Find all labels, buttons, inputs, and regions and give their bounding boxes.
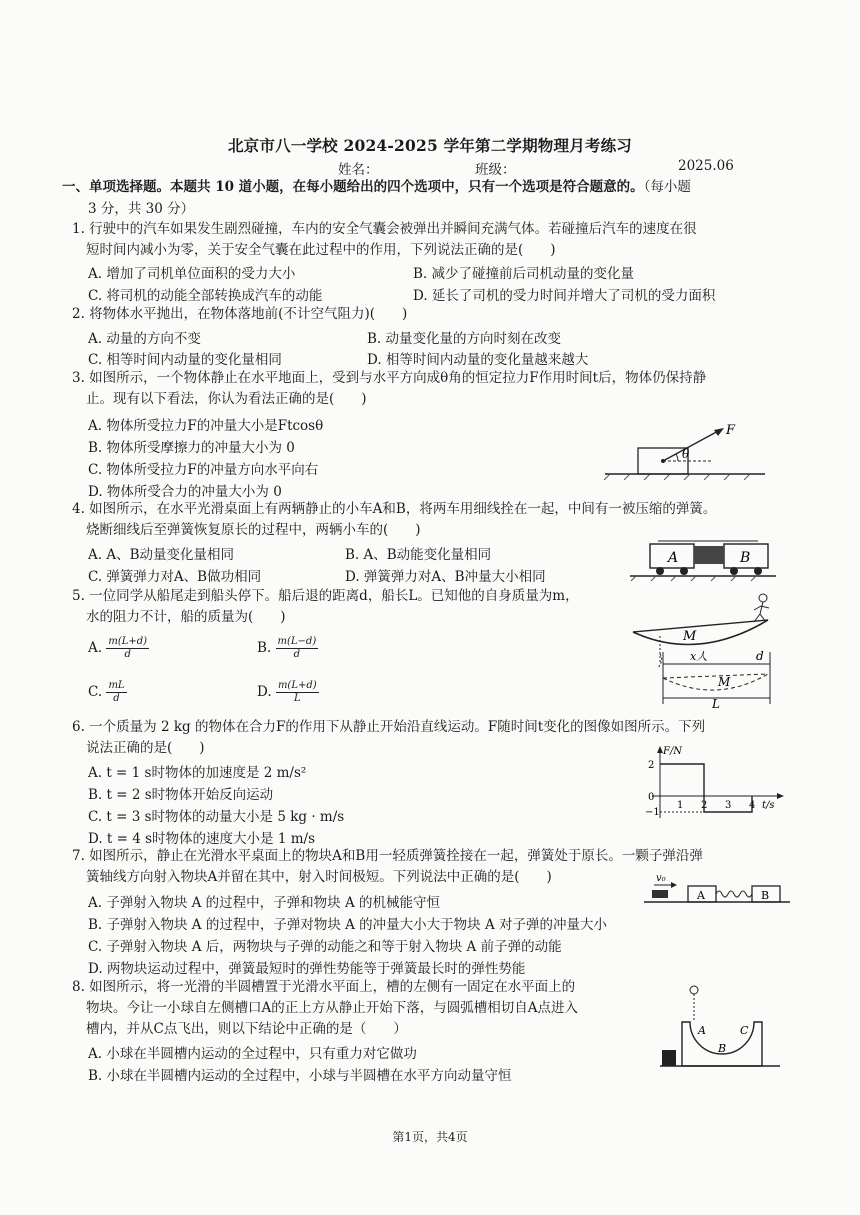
question-stem: 4. 如图所示，在水平光滑桌面上有两辆静止的小车A和B，将两车用细线拴在一起，中间有一被压缩的弹簧。 xyxy=(72,501,717,517)
carts-spring-figure xyxy=(628,532,778,582)
section-heading xyxy=(62,176,802,220)
option-a: A. 子弹射入物块 A 的过程中，子弹和物块 A 的机械能守恒 xyxy=(88,895,440,911)
exam-date: 2025.06 xyxy=(678,158,734,174)
option-c: C. 弹簧弹力对A、B做功相同 xyxy=(88,569,262,585)
fraction xyxy=(106,680,126,705)
question-stem: 5. 一位同学从船尾走到船头停下。船后退的距离d，船长L。已知他的自身质量为m， xyxy=(72,588,579,604)
question-stem: 7. 如图所示，静止在光滑水平桌面上的物块A和B用一轻质弹簧拴接在一起，弹簧处于原长。一颗子弹沿弹 xyxy=(72,848,703,864)
denominator: d xyxy=(124,649,131,660)
ground-hatch xyxy=(604,474,750,480)
half-groove-figure xyxy=(660,982,780,1072)
question-stem: 1. 行驶中的汽车如果发生剧烈碰撞，车内的安全气囊会被弹出并瞬间充满气体。若碰撞后汽车的速度在很 xyxy=(72,221,697,237)
fixed-block xyxy=(662,1050,676,1066)
option-c: C. 物体所受拉力F的冲量方向水平向右 xyxy=(88,462,319,478)
x-axis-label: t/s xyxy=(762,800,775,811)
option-b: B. 动量变化量的方向时刻在改变 xyxy=(367,331,562,347)
option-label: C. xyxy=(88,684,103,700)
point-a-label: A xyxy=(698,1024,706,1037)
question-stem: 说法正确的是( ) xyxy=(86,740,205,756)
y-axis-label: F/N xyxy=(663,746,683,757)
option-d: D. 两物块运动过程中，弹簧最短时的弹性势能等于弹簧最长时的弹性势能 xyxy=(88,961,526,977)
denominator: d xyxy=(113,693,120,704)
y-tick-label: 2 xyxy=(648,760,655,771)
question-stem: 8. 如图所示，将一光滑的半圆槽置于光滑水平面上，槽的左侧有一固定在水平面上的 xyxy=(72,979,576,995)
force-label: F xyxy=(726,423,736,438)
name-label: 姓名： xyxy=(338,162,379,178)
boat-mass-label: M xyxy=(683,629,697,644)
option-d: D. 弹簧弹力对A、B冲量大小相同 xyxy=(345,569,546,585)
option-a: A. 物体所受拉力F的冲量大小是Ftcosθ xyxy=(88,418,324,434)
block-b-label: B xyxy=(761,889,770,902)
question-stem: 簧轴线方向射入物块A并留在其中，射入时间极短。下列说法中正确的是( ) xyxy=(86,869,552,885)
x-tick-label: 2 xyxy=(701,800,708,811)
question-stem: 2. 将物体水平抛出，在物体落地前(不计空气阻力)( ) xyxy=(72,306,408,322)
score-note: （每小题 xyxy=(643,179,691,195)
option-c: C. 相等时间内动量的变化量相同 xyxy=(88,352,282,368)
fraction xyxy=(276,680,319,705)
x-tick-label: 4 xyxy=(749,800,756,811)
question-stem: 物块。今让一小球自左侧槽口A的正上方从静止开始下落，与圆弧槽相切自A点进入 xyxy=(86,1000,578,1016)
y-tick-label: −1 xyxy=(645,807,660,818)
y-tick-label: 0 xyxy=(648,792,655,803)
arrow-head xyxy=(714,428,724,436)
option-d: D. 相等时间内动量的变化量越来越大 xyxy=(367,352,589,368)
wheel xyxy=(754,567,762,575)
boat-person-figure xyxy=(628,592,798,710)
numerator: m(L−d) xyxy=(277,636,317,647)
question-stem: 6. 一个质量为 2 kg 的物体在合力F的作用下从静止开始沿直线运动。F随时间t变化的图像如图所示。下列 xyxy=(72,719,706,735)
boat-moved-deck xyxy=(663,674,768,678)
question-stem: 止。现有以下看法，你认为看法正确的是( ) xyxy=(86,391,367,407)
option-label: B. xyxy=(257,640,272,656)
option-b: B. t = 2 s时物体开始反向运动 xyxy=(88,787,274,803)
question-stem: 烧断细线后至弹簧恢复原长的过程中，两辆小车的( ) xyxy=(86,522,421,538)
person-body xyxy=(754,602,769,622)
f-t-graph xyxy=(640,744,790,824)
L-label: L xyxy=(712,697,720,710)
option-label: D. xyxy=(257,684,272,700)
boat-hull xyxy=(633,620,768,645)
option-b: B. 物体所受摩擦力的冲量大小为 0 xyxy=(88,440,295,456)
option-b: B. 子弹射入物块 A 的过程中，子弹对物块 A 的冲量大小大于物块 A 对子弹的冲量大小 xyxy=(88,917,607,933)
option-c: C. 子弹射入物块 A 后，两物块与子弹的动能之和等于射入物块 A 前子弹的动能 xyxy=(88,939,562,955)
v0-label: v₀ xyxy=(656,873,666,884)
score-note-2: 3 分，共 30 分） xyxy=(88,201,195,217)
option-a: A. 小球在半圆槽内运动的全过程中，只有重力对它做功 xyxy=(88,1046,417,1062)
question-stem: 短时间内减小为零，关于安全气囊在此过程中的作用，下列说法正确的是( ) xyxy=(86,242,556,258)
option-label: A. xyxy=(88,640,103,656)
question-2 xyxy=(72,304,772,325)
numerator: m(L+d) xyxy=(277,680,317,691)
force-block-figure xyxy=(600,418,770,480)
option-b: B. 小球在半圆槽内运动的全过程中，小球与半圆槽在水平方向动量守恒 xyxy=(88,1068,512,1084)
option-c: C. 将司机的动能全部转换成汽车的动能 xyxy=(88,288,323,304)
option-d: D. 延长了司机的受力时间并增大了司机的受力面积 xyxy=(413,288,716,304)
option-d: D. t = 4 s时物体的速度大小是 1 m/s xyxy=(88,831,316,847)
page-title: 北京市八一学校 2024-2025 学年第二学期物理月考练习 xyxy=(227,136,632,155)
wheel xyxy=(730,567,738,575)
spring xyxy=(716,891,752,897)
fraction xyxy=(276,636,319,661)
option-c: C. t = 3 s时物体的动量大小是 5 kg · m/s xyxy=(88,809,345,825)
option-c xyxy=(88,680,127,705)
option-a: A. A、B动量变化量相同 xyxy=(88,547,235,563)
cart-a-label: A xyxy=(668,550,679,566)
force-arrow xyxy=(663,430,720,461)
option-b xyxy=(257,636,318,661)
block-a-label: A xyxy=(697,889,705,902)
option-b: B. A、B动能变化量相同 xyxy=(345,547,492,563)
denominator: L xyxy=(293,693,301,704)
x-tick-label: 3 xyxy=(725,800,732,811)
compressed-spring xyxy=(694,546,724,564)
numerator: mL xyxy=(108,680,125,691)
ball xyxy=(690,986,698,994)
question-3 xyxy=(72,368,772,410)
bullet xyxy=(652,890,668,898)
person-head xyxy=(759,594,767,602)
wheel xyxy=(680,567,688,575)
bullet-spring-figure xyxy=(642,872,792,906)
question-1 xyxy=(72,219,772,261)
question-stem: 槽内，并从C点飞出，则以下结论中正确的是（ ） xyxy=(86,1021,407,1037)
option-b: B. 减少了碰撞前后司机动量的变化量 xyxy=(413,266,635,282)
boat-moved-label: M xyxy=(718,675,731,689)
x-person-label: x人 xyxy=(690,650,708,663)
denominator: d xyxy=(293,649,301,660)
page-footer: 第1页，共4页 xyxy=(392,1130,468,1144)
velocity-arrow-head xyxy=(671,882,677,888)
cart-b-label: B xyxy=(740,550,751,566)
x-arrow xyxy=(777,793,784,799)
x-tick-label: 1 xyxy=(677,800,684,811)
angle-arc xyxy=(676,454,678,461)
option-a: A. 动量的方向不变 xyxy=(88,331,201,347)
option-d: D. 物体所受合力的冲量大小为 0 xyxy=(88,484,282,500)
fraction xyxy=(106,636,149,661)
numerator: m(L+d) xyxy=(108,636,148,647)
option-a: A. 增加了司机单位面积的受力大小 xyxy=(88,266,296,282)
question-stem: 水的阻力不计，船的质量为( ) xyxy=(86,609,286,625)
d-label: d xyxy=(756,649,764,663)
class-label: 班级： xyxy=(475,162,516,178)
point-b-label: B xyxy=(718,1042,727,1055)
point-c-label: C xyxy=(740,1024,749,1037)
option-d xyxy=(257,680,319,705)
question-stem: 3. 如图所示，一个物体静止在水平地面上，受到与水平方向成θ角的恒定拉力F作用时间t后，物体仍保持静 xyxy=(72,370,707,386)
option-a xyxy=(88,636,149,661)
wheel xyxy=(656,567,664,575)
section-heading-text: 一、单项选择题。本题共 10 道小题，在每小题给出的四个选项中，只有一个选项是符合题意的。 xyxy=(62,179,644,195)
theta-label: θ xyxy=(682,447,690,461)
option-a: A. t = 1 s时物体的加速度是 2 m/s² xyxy=(88,765,307,781)
